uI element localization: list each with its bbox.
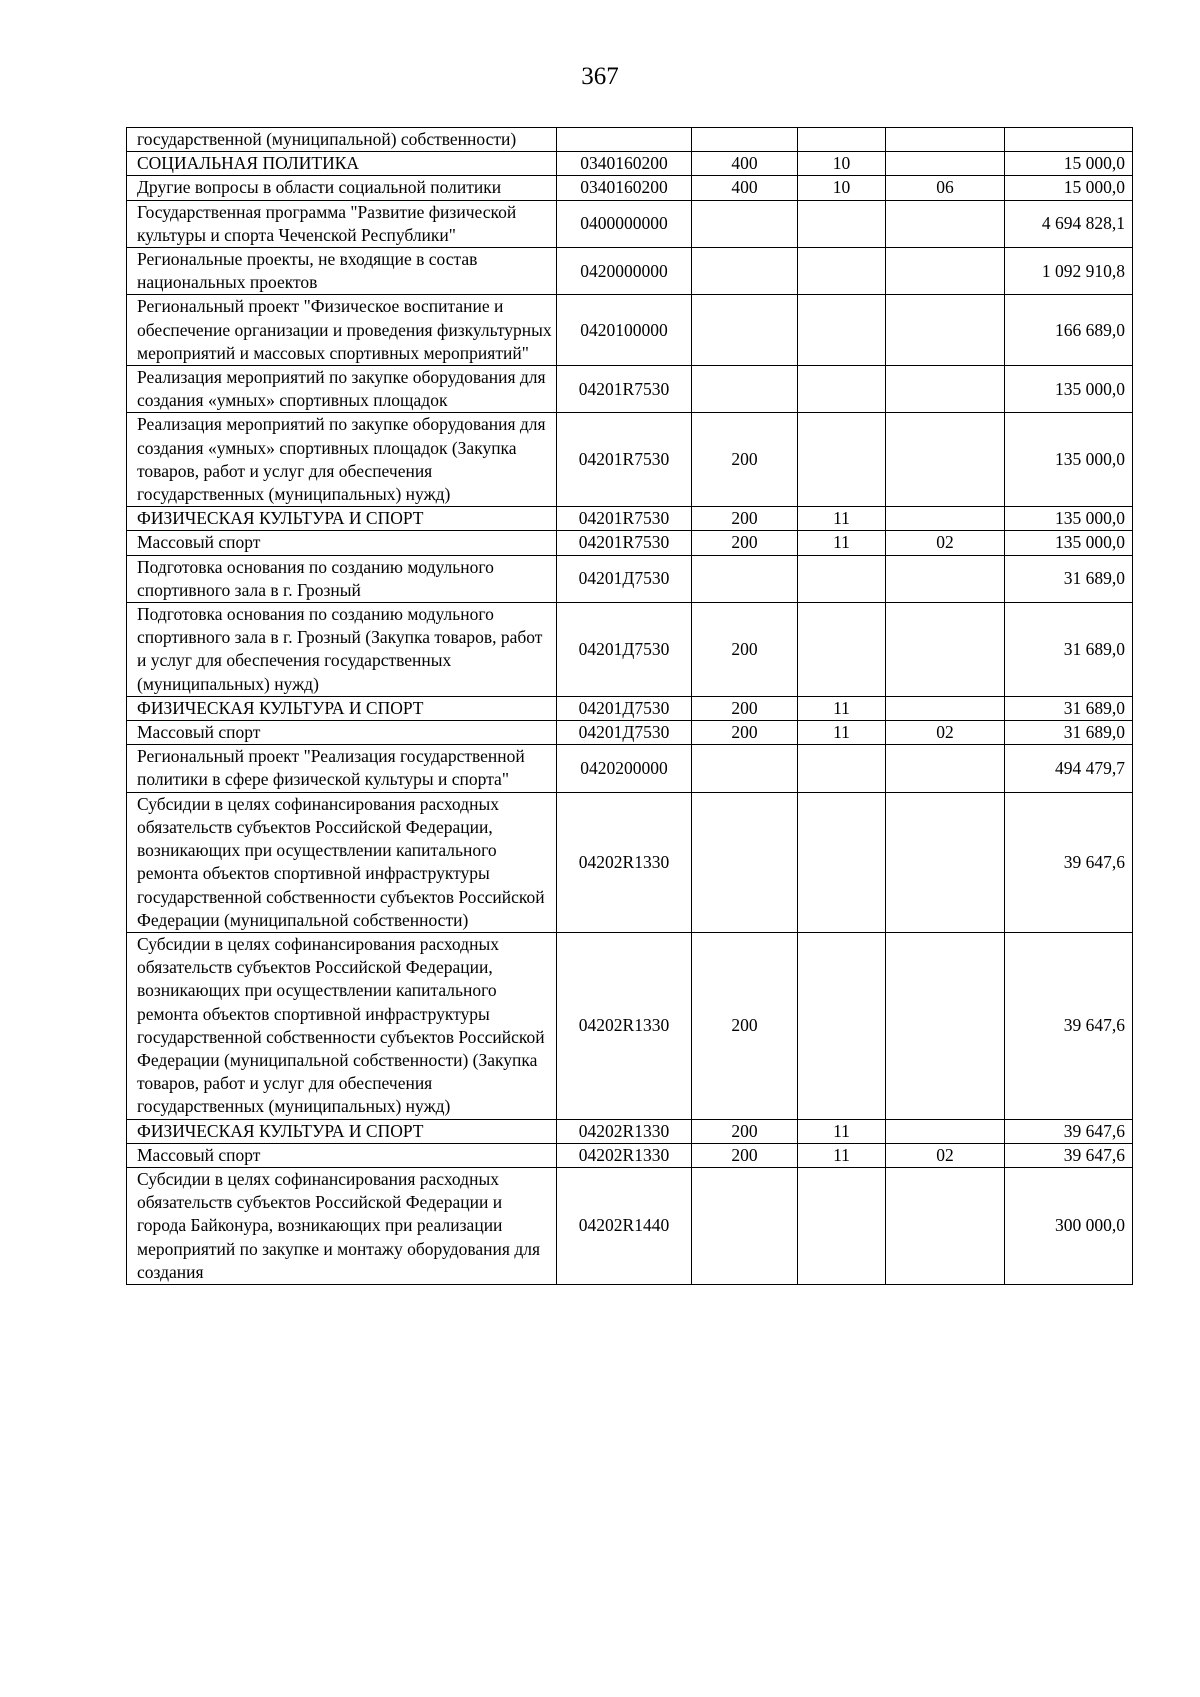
target-article-code-cell: 04201R7530 — [557, 507, 692, 531]
item-name-cell: Подготовка основания по созданию модульного спортивного зала в г. Грозный (Закупка товаров, работ и услуг для обеспечения государственных (муниципальных) нужд) — [127, 603, 557, 697]
subsection-cell: 02 — [886, 531, 1005, 555]
expense-type-cell: 200 — [692, 507, 798, 531]
page-number: 367 — [581, 63, 619, 90]
amount-cell: 31 689,0 — [1005, 603, 1133, 697]
target-article-code-cell: 04201Д7530 — [557, 603, 692, 697]
table-row — [127, 1119, 1133, 1143]
expense-type-cell: 200 — [692, 1143, 798, 1167]
subsection-cell — [886, 295, 1005, 366]
subsection-cell — [886, 200, 1005, 247]
table-row — [127, 1143, 1133, 1167]
budget-table — [126, 127, 1133, 1285]
section-cell — [798, 932, 886, 1119]
subsection-cell — [886, 366, 1005, 413]
amount-cell: 135 000,0 — [1005, 366, 1133, 413]
section-cell — [798, 366, 886, 413]
expense-type-cell — [692, 200, 798, 247]
table-row — [127, 1167, 1133, 1284]
section-cell: 11 — [798, 531, 886, 555]
amount-cell: 39 647,6 — [1005, 1119, 1133, 1143]
item-name-cell: Субсидии в целях софинансирования расходных обязательств субъектов Российской Федерации, возникающих при осуществлении капитального ремонта объектов спортивной инфраструктуры государственной собственности субъектов Российской Федерации (муниципальной собственности) (Закупка товаров, работ и услуг для обеспечения государственных (муниципальных) нужд) — [127, 932, 557, 1119]
item-name-cell: ФИЗИЧЕСКАЯ КУЛЬТУРА И СПОРТ — [127, 696, 557, 720]
expense-type-cell — [692, 1167, 798, 1284]
table-row — [127, 745, 1133, 792]
expense-type-cell — [692, 745, 798, 792]
target-article-code-cell: 04202R1330 — [557, 1119, 692, 1143]
expense-type-cell — [692, 128, 798, 152]
expense-type-cell — [692, 792, 798, 932]
target-article-code-cell — [557, 128, 692, 152]
section-cell: 10 — [798, 176, 886, 200]
subsection-cell — [886, 413, 1005, 507]
section-cell — [798, 128, 886, 152]
target-article-code-cell: 04201R7530 — [557, 413, 692, 507]
section-cell — [798, 413, 886, 507]
item-name-cell: государственной (муниципальной) собственности) — [127, 128, 557, 152]
subsection-cell — [886, 507, 1005, 531]
subsection-cell — [886, 792, 1005, 932]
amount-cell: 166 689,0 — [1005, 295, 1133, 366]
target-article-code-cell: 04202R1330 — [557, 932, 692, 1119]
subsection-cell — [886, 1119, 1005, 1143]
table-row — [127, 366, 1133, 413]
section-cell: 11 — [798, 1119, 886, 1143]
subsection-cell — [886, 932, 1005, 1119]
section-cell — [798, 1167, 886, 1284]
table-row — [127, 413, 1133, 507]
expense-type-cell — [692, 248, 798, 295]
expense-type-cell: 200 — [692, 932, 798, 1119]
section-cell — [798, 555, 886, 602]
expense-type-cell: 200 — [692, 696, 798, 720]
table-row — [127, 176, 1133, 200]
table-row — [127, 295, 1133, 366]
item-name-cell: Другие вопросы в области социальной политики — [127, 176, 557, 200]
amount-cell — [1005, 128, 1133, 152]
expense-type-cell — [692, 295, 798, 366]
target-article-code-cell: 04201Д7530 — [557, 721, 692, 745]
item-name-cell: Региональный проект "Реализация государственной политики в сфере физической культуры и спорта" — [127, 745, 557, 792]
expense-type-cell: 400 — [692, 176, 798, 200]
table-row — [127, 792, 1133, 932]
amount-cell: 39 647,6 — [1005, 792, 1133, 932]
item-name-cell: Массовый спорт — [127, 721, 557, 745]
table-row — [127, 696, 1133, 720]
expense-type-cell — [692, 366, 798, 413]
expense-type-cell: 200 — [692, 531, 798, 555]
target-article-code-cell: 0340160200 — [557, 152, 692, 176]
subsection-cell — [886, 696, 1005, 720]
target-article-code-cell: 0420100000 — [557, 295, 692, 366]
section-cell: 11 — [798, 696, 886, 720]
table-row — [127, 531, 1133, 555]
section-cell — [798, 745, 886, 792]
section-cell — [798, 248, 886, 295]
expense-type-cell: 200 — [692, 603, 798, 697]
section-cell — [798, 603, 886, 697]
expense-type-cell: 200 — [692, 1119, 798, 1143]
subsection-cell: 06 — [886, 176, 1005, 200]
target-article-code-cell: 0400000000 — [557, 200, 692, 247]
subsection-cell — [886, 152, 1005, 176]
item-name-cell: Реализация мероприятий по закупке оборудования для создания «умных» спортивных площадок (Закупка товаров, работ и услуг для обеспечения государственных (муниципальных) нужд) — [127, 413, 557, 507]
item-name-cell: Реализация мероприятий по закупке оборудования для создания «умных» спортивных площадок — [127, 366, 557, 413]
item-name-cell: Субсидии в целях софинансирования расходных обязательств субъектов Российской Федерации, возникающих при осуществлении капитального ремонта объектов спортивной инфраструктуры государственной собственности субъектов Российской Федерации (муниципальной собственности) — [127, 792, 557, 932]
target-article-code-cell: 04201R7530 — [557, 531, 692, 555]
expense-type-cell — [692, 555, 798, 602]
section-cell: 11 — [798, 721, 886, 745]
budget-table-body — [127, 128, 1133, 1285]
section-cell: 10 — [798, 152, 886, 176]
table-row — [127, 932, 1133, 1119]
amount-cell: 300 000,0 — [1005, 1167, 1133, 1284]
target-article-code-cell: 0420200000 — [557, 745, 692, 792]
amount-cell: 4 694 828,1 — [1005, 200, 1133, 247]
target-article-code-cell: 04202R1440 — [557, 1167, 692, 1284]
amount-cell: 1 092 910,8 — [1005, 248, 1133, 295]
item-name-cell: СОЦИАЛЬНАЯ ПОЛИТИКА — [127, 152, 557, 176]
table-row — [127, 555, 1133, 602]
amount-cell: 31 689,0 — [1005, 721, 1133, 745]
amount-cell: 39 647,6 — [1005, 1143, 1133, 1167]
subsection-cell — [886, 603, 1005, 697]
subsection-cell: 02 — [886, 1143, 1005, 1167]
amount-cell: 31 689,0 — [1005, 555, 1133, 602]
table-row — [127, 721, 1133, 745]
amount-cell: 15 000,0 — [1005, 176, 1133, 200]
amount-cell: 15 000,0 — [1005, 152, 1133, 176]
item-name-cell: Массовый спорт — [127, 531, 557, 555]
amount-cell: 135 000,0 — [1005, 507, 1133, 531]
target-article-code-cell: 0340160200 — [557, 176, 692, 200]
subsection-cell — [886, 555, 1005, 602]
item-name-cell: Региональный проект "Физическое воспитание и обеспечение организации и проведения физкультурных мероприятий и массовых спортивных мероприятий" — [127, 295, 557, 366]
expense-type-cell: 200 — [692, 413, 798, 507]
item-name-cell: Субсидии в целях софинансирования расходных обязательств субъектов Российской Федерации и города Байконура, возникающих при реализации мероприятий по закупке и монтажу оборудования для создания — [127, 1167, 557, 1284]
target-article-code-cell: 04202R1330 — [557, 1143, 692, 1167]
table-row — [127, 248, 1133, 295]
target-article-code-cell: 04201R7530 — [557, 366, 692, 413]
amount-cell: 135 000,0 — [1005, 531, 1133, 555]
amount-cell: 494 479,7 — [1005, 745, 1133, 792]
expense-type-cell: 400 — [692, 152, 798, 176]
table-row — [127, 603, 1133, 697]
table-row — [127, 507, 1133, 531]
expense-type-cell: 200 — [692, 721, 798, 745]
item-name-cell: ФИЗИЧЕСКАЯ КУЛЬТУРА И СПОРТ — [127, 507, 557, 531]
section-cell — [798, 792, 886, 932]
section-cell: 11 — [798, 1143, 886, 1167]
section-cell: 11 — [798, 507, 886, 531]
target-article-code-cell: 04202R1330 — [557, 792, 692, 932]
target-article-code-cell: 04201Д7530 — [557, 555, 692, 602]
item-name-cell: Региональные проекты, не входящие в состав национальных проектов — [127, 248, 557, 295]
subsection-cell — [886, 1167, 1005, 1284]
subsection-cell — [886, 745, 1005, 792]
item-name-cell: Государственная программа "Развитие физической культуры и спорта Чеченской Республики" — [127, 200, 557, 247]
item-name-cell: ФИЗИЧЕСКАЯ КУЛЬТУРА И СПОРТ — [127, 1119, 557, 1143]
item-name-cell: Массовый спорт — [127, 1143, 557, 1167]
subsection-cell — [886, 248, 1005, 295]
subsection-cell — [886, 128, 1005, 152]
section-cell — [798, 200, 886, 247]
target-article-code-cell: 04201Д7530 — [557, 696, 692, 720]
item-name-cell: Подготовка основания по созданию модульного спортивного зала в г. Грозный — [127, 555, 557, 602]
amount-cell: 135 000,0 — [1005, 413, 1133, 507]
table-row — [127, 152, 1133, 176]
amount-cell: 31 689,0 — [1005, 696, 1133, 720]
amount-cell: 39 647,6 — [1005, 932, 1133, 1119]
target-article-code-cell: 0420000000 — [557, 248, 692, 295]
subsection-cell: 02 — [886, 721, 1005, 745]
section-cell — [798, 295, 886, 366]
table-row — [127, 200, 1133, 247]
table-row — [127, 128, 1133, 152]
